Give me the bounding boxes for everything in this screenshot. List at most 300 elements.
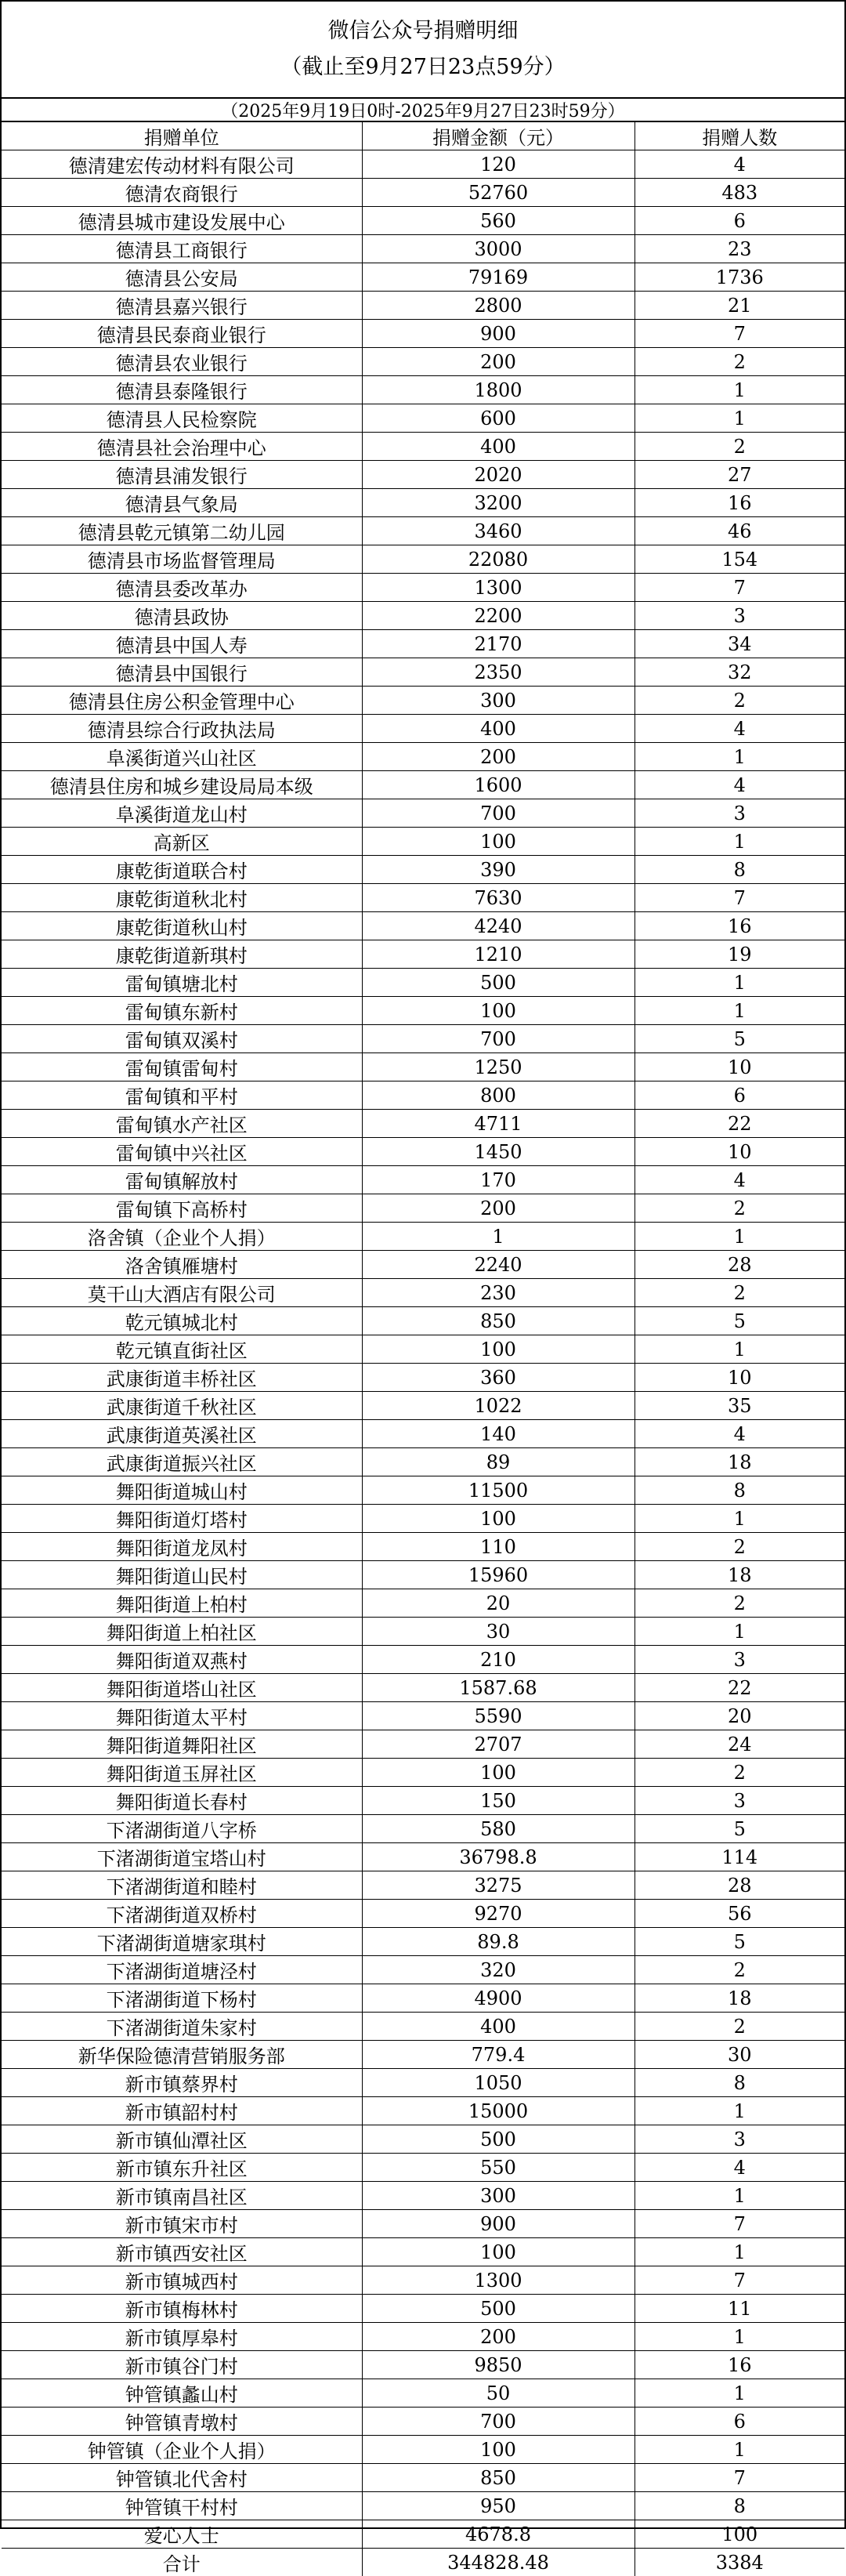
- amount-cell: 50: [362, 2379, 634, 2408]
- count-cell: 5: [634, 1025, 844, 1053]
- count-cell: 22: [634, 1674, 844, 1702]
- table-row: [2, 1730, 844, 1759]
- amount-cell: 800: [362, 1081, 634, 1110]
- table-row: [2, 2379, 844, 2408]
- amount-cell: 100: [362, 1505, 634, 1533]
- count-cell: 5: [634, 1815, 844, 1843]
- amount-cell: 140: [362, 1420, 634, 1448]
- count-cell: 18: [634, 1561, 844, 1589]
- donor-cell: 德清县社会治理中心: [2, 433, 362, 461]
- count-cell: 18: [634, 1448, 844, 1476]
- amount-cell: 2707: [362, 1730, 634, 1759]
- table-row: [2, 2238, 844, 2266]
- donor-cell: 德清县农业银行: [2, 348, 362, 376]
- count-cell: 1736: [634, 263, 844, 292]
- table-row: [2, 1505, 844, 1533]
- amount-cell: 850: [362, 2464, 634, 2492]
- amount-cell: 120: [362, 150, 634, 179]
- amount-cell: 200: [362, 2323, 634, 2351]
- header-donor: 捐赠单位: [2, 122, 362, 150]
- donor-cell: 钟管镇（企业个人捐）: [2, 2436, 362, 2464]
- amount-cell: 344828.48: [362, 2549, 634, 2576]
- amount-cell: 100: [362, 1335, 634, 1364]
- table-row: [2, 2408, 844, 2436]
- table-row: [2, 828, 844, 856]
- table-row: [2, 545, 844, 574]
- table-row: [2, 2097, 844, 2125]
- count-cell: 30: [634, 2041, 844, 2069]
- amount-cell: 110: [362, 1533, 634, 1561]
- amount-cell: 400: [362, 2013, 634, 2041]
- table-row: [2, 1900, 844, 1928]
- count-cell: 1: [634, 404, 844, 433]
- donor-cell: 德清县市场监督管理局: [2, 545, 362, 574]
- count-cell: 4: [634, 1166, 844, 1194]
- count-cell: 3: [634, 1787, 844, 1815]
- total-row: [2, 2549, 844, 2576]
- count-cell: 5: [634, 1928, 844, 1956]
- donor-cell: 武康街道丰桥社区: [2, 1364, 362, 1392]
- table-row: [2, 687, 844, 715]
- donation-table: [2, 122, 844, 2576]
- count-cell: 19: [634, 940, 844, 969]
- table-row: [2, 1364, 844, 1392]
- count-cell: 6: [634, 1081, 844, 1110]
- count-cell: 7: [634, 2464, 844, 2492]
- donor-cell: 舞阳街道山民村: [2, 1561, 362, 1589]
- table-row: [2, 489, 844, 517]
- table-row: [2, 658, 844, 687]
- table-row: [2, 1956, 844, 1984]
- amount-cell: 3200: [362, 489, 634, 517]
- count-cell: 2: [634, 2013, 844, 2041]
- table-row: [2, 2323, 844, 2351]
- table-row: [2, 2069, 844, 2097]
- donor-cell: 舞阳街道长春村: [2, 1787, 362, 1815]
- amount-cell: 9850: [362, 2351, 634, 2379]
- amount-cell: 390: [362, 856, 634, 884]
- donor-cell: 钟管镇蠡山村: [2, 2379, 362, 2408]
- table-row: [2, 235, 844, 263]
- donor-cell: 德清县乾元镇第二幼儿园: [2, 517, 362, 545]
- amount-cell: 850: [362, 1307, 634, 1335]
- table-row: [2, 1476, 844, 1505]
- table-row: [2, 2464, 844, 2492]
- table-row: [2, 1392, 844, 1420]
- table-row: [2, 1533, 844, 1561]
- table-row: [2, 376, 844, 404]
- page-title: 微信公众号捐赠明细: [328, 13, 519, 49]
- donor-cell: 武康街道英溪社区: [2, 1420, 362, 1448]
- donor-cell: 德清县住房公积金管理中心: [2, 687, 362, 715]
- count-cell: 3: [634, 799, 844, 828]
- table-row: [2, 997, 844, 1025]
- count-cell: 2: [634, 1759, 844, 1787]
- donor-cell: 舞阳街道上柏社区: [2, 1618, 362, 1646]
- amount-cell: 4900: [362, 1984, 634, 2013]
- amount-cell: 1050: [362, 2069, 634, 2097]
- amount-cell: 4678.8: [362, 2520, 634, 2549]
- donor-cell: 康乾街道新琪村: [2, 940, 362, 969]
- donor-cell: 合计: [2, 2549, 362, 2576]
- donor-cell: 下渚湖街道宝塔山村: [2, 1843, 362, 1871]
- donor-cell: 新市镇蔡界村: [2, 2069, 362, 2097]
- amount-cell: 1800: [362, 376, 634, 404]
- table-row: [2, 602, 844, 630]
- amount-cell: 1600: [362, 771, 634, 799]
- donor-cell: 舞阳街道双燕村: [2, 1646, 362, 1674]
- amount-cell: 900: [362, 2210, 634, 2238]
- amount-cell: 210: [362, 1646, 634, 1674]
- donor-cell: 洛舍镇雁塘村: [2, 1251, 362, 1279]
- count-cell: 1: [634, 828, 844, 856]
- donor-cell: 康乾街道秋北村: [2, 884, 362, 912]
- donor-cell: 德清农商银行: [2, 179, 362, 207]
- table-row: [2, 292, 844, 320]
- table-row: [2, 1618, 844, 1646]
- amount-cell: 22080: [362, 545, 634, 574]
- count-cell: 32: [634, 658, 844, 687]
- table-row: [2, 2041, 844, 2069]
- donor-cell: 德清县综合行政执法局: [2, 715, 362, 743]
- table-row: [2, 1166, 844, 1194]
- amount-cell: 1300: [362, 574, 634, 602]
- count-cell: 1: [634, 1618, 844, 1646]
- donor-cell: 舞阳街道太平村: [2, 1702, 362, 1730]
- donor-cell: 雷甸镇双溪村: [2, 1025, 362, 1053]
- donor-cell: 德清县浦发银行: [2, 461, 362, 489]
- table-row: [2, 2436, 844, 2464]
- donor-cell: 新市镇厚皋村: [2, 2323, 362, 2351]
- table-row: [2, 1928, 844, 1956]
- count-cell: 1: [634, 2436, 844, 2464]
- donor-cell: 下渚湖街道双桥村: [2, 1900, 362, 1928]
- count-cell: 4: [634, 771, 844, 799]
- table-row: [2, 1871, 844, 1900]
- donor-cell: 舞阳街道上柏村: [2, 1589, 362, 1618]
- count-cell: 1: [634, 969, 844, 997]
- count-cell: 7: [634, 574, 844, 602]
- amount-cell: 1300: [362, 2266, 634, 2295]
- table-row: [2, 969, 844, 997]
- count-cell: 4: [634, 1420, 844, 1448]
- donor-cell: 德清县中国银行: [2, 658, 362, 687]
- amount-cell: 9270: [362, 1900, 634, 1928]
- table-row: [2, 1448, 844, 1476]
- page-subtitle: （截止至9月27日23点59分）: [280, 49, 565, 85]
- count-cell: 2: [634, 1589, 844, 1618]
- amount-cell: 560: [362, 207, 634, 235]
- amount-cell: 550: [362, 2154, 634, 2182]
- donor-cell: 德清县中国人寿: [2, 630, 362, 658]
- donor-cell: 德清县泰隆银行: [2, 376, 362, 404]
- donor-cell: 德清县气象局: [2, 489, 362, 517]
- table-body: [2, 150, 844, 2576]
- donor-cell: 乾元镇直街社区: [2, 1335, 362, 1364]
- amount-cell: 36798.8: [362, 1843, 634, 1871]
- table-row: [2, 743, 844, 771]
- amount-cell: 100: [362, 2238, 634, 2266]
- count-cell: 16: [634, 2351, 844, 2379]
- table-row: [2, 2295, 844, 2323]
- table-row: [2, 1194, 844, 1223]
- amount-cell: 52760: [362, 179, 634, 207]
- count-cell: 154: [634, 545, 844, 574]
- amount-cell: 2800: [362, 292, 634, 320]
- table-row: [2, 2520, 844, 2549]
- amount-cell: 580: [362, 1815, 634, 1843]
- table-row: [2, 1843, 844, 1871]
- count-cell: 7: [634, 2266, 844, 2295]
- amount-cell: 1210: [362, 940, 634, 969]
- table-row: [2, 1589, 844, 1618]
- count-cell: 4: [634, 715, 844, 743]
- donor-cell: 新市镇梅林村: [2, 2295, 362, 2323]
- amount-cell: 600: [362, 404, 634, 433]
- count-cell: 7: [634, 884, 844, 912]
- table-row: [2, 1815, 844, 1843]
- count-cell: 28: [634, 1251, 844, 1279]
- amount-cell: 500: [362, 2125, 634, 2154]
- table-row: [2, 2210, 844, 2238]
- table-row: [2, 715, 844, 743]
- count-cell: 1: [634, 2379, 844, 2408]
- donor-cell: 德清县人民检察院: [2, 404, 362, 433]
- amount-cell: 100: [362, 997, 634, 1025]
- amount-cell: 15000: [362, 2097, 634, 2125]
- table-row: [2, 1702, 844, 1730]
- count-cell: 20: [634, 1702, 844, 1730]
- period-line: （2025年9月19日0时-2025年9月27日23时59分）: [2, 99, 844, 122]
- table-row: [2, 771, 844, 799]
- amount-cell: 300: [362, 2182, 634, 2210]
- count-cell: 3: [634, 1646, 844, 1674]
- count-cell: 114: [634, 1843, 844, 1871]
- amount-cell: 7630: [362, 884, 634, 912]
- donor-cell: 阜溪街道兴山社区: [2, 743, 362, 771]
- header-count: 捐赠人数: [634, 122, 844, 150]
- amount-cell: 3000: [362, 235, 634, 263]
- amount-cell: 89: [362, 1448, 634, 1476]
- count-cell: 10: [634, 1138, 844, 1166]
- count-cell: 3: [634, 2125, 844, 2154]
- donor-cell: 新市镇东升社区: [2, 2154, 362, 2182]
- donor-cell: 雷甸镇塘北村: [2, 969, 362, 997]
- donor-cell: 武康街道千秋社区: [2, 1392, 362, 1420]
- count-cell: 8: [634, 2069, 844, 2097]
- table-row: [2, 404, 844, 433]
- amount-cell: 200: [362, 348, 634, 376]
- table-row: [2, 1420, 844, 1448]
- donor-cell: 下渚湖街道塘家琪村: [2, 1928, 362, 1956]
- amount-cell: 4711: [362, 1110, 634, 1138]
- table-row: [2, 1110, 844, 1138]
- count-cell: 1: [634, 997, 844, 1025]
- amount-cell: 15960: [362, 1561, 634, 1589]
- donor-cell: 下渚湖街道和睦村: [2, 1871, 362, 1900]
- count-cell: 2: [634, 687, 844, 715]
- count-cell: 35: [634, 1392, 844, 1420]
- count-cell: 1: [634, 2097, 844, 2125]
- count-cell: 10: [634, 1364, 844, 1392]
- donor-cell: 康乾街道联合村: [2, 856, 362, 884]
- count-cell: 2: [634, 1956, 844, 1984]
- table-row: [2, 856, 844, 884]
- amount-cell: 100: [362, 1759, 634, 1787]
- donor-cell: 洛舍镇（企业个人捐）: [2, 1223, 362, 1251]
- count-cell: 22: [634, 1110, 844, 1138]
- donor-cell: 新市镇西安社区: [2, 2238, 362, 2266]
- donor-cell: 下渚湖街道下杨村: [2, 1984, 362, 2013]
- table-row: [2, 884, 844, 912]
- count-cell: 2: [634, 433, 844, 461]
- amount-cell: 779.4: [362, 2041, 634, 2069]
- table-row: [2, 207, 844, 235]
- table-row: [2, 1053, 844, 1081]
- amount-cell: 20: [362, 1589, 634, 1618]
- count-cell: 56: [634, 1900, 844, 1928]
- count-cell: 7: [634, 320, 844, 348]
- table-row: [2, 1223, 844, 1251]
- count-cell: 21: [634, 292, 844, 320]
- donor-cell: 康乾街道秋山村: [2, 912, 362, 940]
- donor-cell: 钟管镇北代舍村: [2, 2464, 362, 2492]
- count-cell: 1: [634, 743, 844, 771]
- count-cell: 34: [634, 630, 844, 658]
- table-row: [2, 320, 844, 348]
- table-row: [2, 263, 844, 292]
- title-block: [2, 2, 844, 99]
- donor-cell: 新市镇城西村: [2, 2266, 362, 2295]
- table-row: [2, 2351, 844, 2379]
- table-row: [2, 1561, 844, 1589]
- amount-cell: 79169: [362, 263, 634, 292]
- amount-cell: 500: [362, 2295, 634, 2323]
- count-cell: 1: [634, 2323, 844, 2351]
- count-cell: 4: [634, 2154, 844, 2182]
- donor-cell: 舞阳街道城山村: [2, 1476, 362, 1505]
- donor-cell: 舞阳街道龙凤村: [2, 1533, 362, 1561]
- amount-cell: 170: [362, 1166, 634, 1194]
- count-cell: 16: [634, 489, 844, 517]
- count-cell: 483: [634, 179, 844, 207]
- table-row: [2, 1674, 844, 1702]
- count-cell: 1: [634, 2182, 844, 2210]
- table-row: [2, 179, 844, 207]
- donor-cell: 钟管镇干村村: [2, 2492, 362, 2520]
- donor-cell: 德清县公安局: [2, 263, 362, 292]
- donor-cell: 新市镇南昌社区: [2, 2182, 362, 2210]
- count-cell: 1: [634, 1223, 844, 1251]
- count-cell: 8: [634, 1476, 844, 1505]
- amount-cell: 2350: [362, 658, 634, 687]
- count-cell: 24: [634, 1730, 844, 1759]
- count-cell: 11: [634, 2295, 844, 2323]
- table-row: [2, 433, 844, 461]
- amount-cell: 900: [362, 320, 634, 348]
- table-row: [2, 461, 844, 489]
- count-cell: 1: [634, 1335, 844, 1364]
- amount-cell: 1450: [362, 1138, 634, 1166]
- donor-cell: 钟管镇青墩村: [2, 2408, 362, 2436]
- table-row: [2, 348, 844, 376]
- table-row: [2, 574, 844, 602]
- count-cell: 18: [634, 1984, 844, 2013]
- amount-cell: 1250: [362, 1053, 634, 1081]
- table-row: [2, 2013, 844, 2041]
- donor-cell: 新市镇宋市村: [2, 2210, 362, 2238]
- amount-cell: 2200: [362, 602, 634, 630]
- count-cell: 28: [634, 1871, 844, 1900]
- amount-cell: 3460: [362, 517, 634, 545]
- count-cell: 3: [634, 602, 844, 630]
- table-row: [2, 1081, 844, 1110]
- donor-cell: 德清县嘉兴银行: [2, 292, 362, 320]
- donor-cell: 德清建宏传动材料有限公司: [2, 150, 362, 179]
- donor-cell: 新市镇韶村村: [2, 2097, 362, 2125]
- table-row: [2, 2182, 844, 2210]
- donor-cell: 阜溪街道龙山村: [2, 799, 362, 828]
- amount-cell: 1: [362, 1223, 634, 1251]
- amount-cell: 30: [362, 1618, 634, 1646]
- table-row: [2, 2125, 844, 2154]
- donor-cell: 下渚湖街道朱家村: [2, 2013, 362, 2041]
- count-cell: 2: [634, 1194, 844, 1223]
- count-cell: 8: [634, 2492, 844, 2520]
- amount-cell: 1587.68: [362, 1674, 634, 1702]
- donor-cell: 莫干山大酒店有限公司: [2, 1279, 362, 1307]
- count-cell: 1: [634, 376, 844, 404]
- count-cell: 6: [634, 207, 844, 235]
- donor-cell: 德清县委改革办: [2, 574, 362, 602]
- donor-cell: 舞阳街道舞阳社区: [2, 1730, 362, 1759]
- table-row: [2, 1787, 844, 1815]
- amount-cell: 2020: [362, 461, 634, 489]
- donor-cell: 舞阳街道塔山社区: [2, 1674, 362, 1702]
- count-cell: 4: [634, 150, 844, 179]
- amount-cell: 700: [362, 799, 634, 828]
- count-cell: 16: [634, 912, 844, 940]
- amount-cell: 1022: [362, 1392, 634, 1420]
- table-row: [2, 1759, 844, 1787]
- table-row: [2, 2492, 844, 2520]
- count-cell: 5: [634, 1307, 844, 1335]
- amount-cell: 400: [362, 433, 634, 461]
- count-cell: 27: [634, 461, 844, 489]
- amount-cell: 360: [362, 1364, 634, 1392]
- donor-cell: 德清县城市建设发展中心: [2, 207, 362, 235]
- amount-cell: 950: [362, 2492, 634, 2520]
- donor-cell: 德清县住房和城乡建设局局本级: [2, 771, 362, 799]
- amount-cell: 500: [362, 969, 634, 997]
- amount-cell: 200: [362, 1194, 634, 1223]
- count-cell: 23: [634, 235, 844, 263]
- amount-cell: 300: [362, 687, 634, 715]
- table-row: [2, 2154, 844, 2182]
- table-row: [2, 1335, 844, 1364]
- donor-cell: 雷甸镇解放村: [2, 1166, 362, 1194]
- table-row: [2, 1138, 844, 1166]
- donor-cell: 雷甸镇下高桥村: [2, 1194, 362, 1223]
- donor-cell: 新市镇仙潭社区: [2, 2125, 362, 2154]
- amount-cell: 4240: [362, 912, 634, 940]
- table-row: [2, 2266, 844, 2295]
- table-row: [2, 630, 844, 658]
- donor-cell: 德清县政协: [2, 602, 362, 630]
- amount-cell: 100: [362, 828, 634, 856]
- table-row: [2, 799, 844, 828]
- amount-cell: 11500: [362, 1476, 634, 1505]
